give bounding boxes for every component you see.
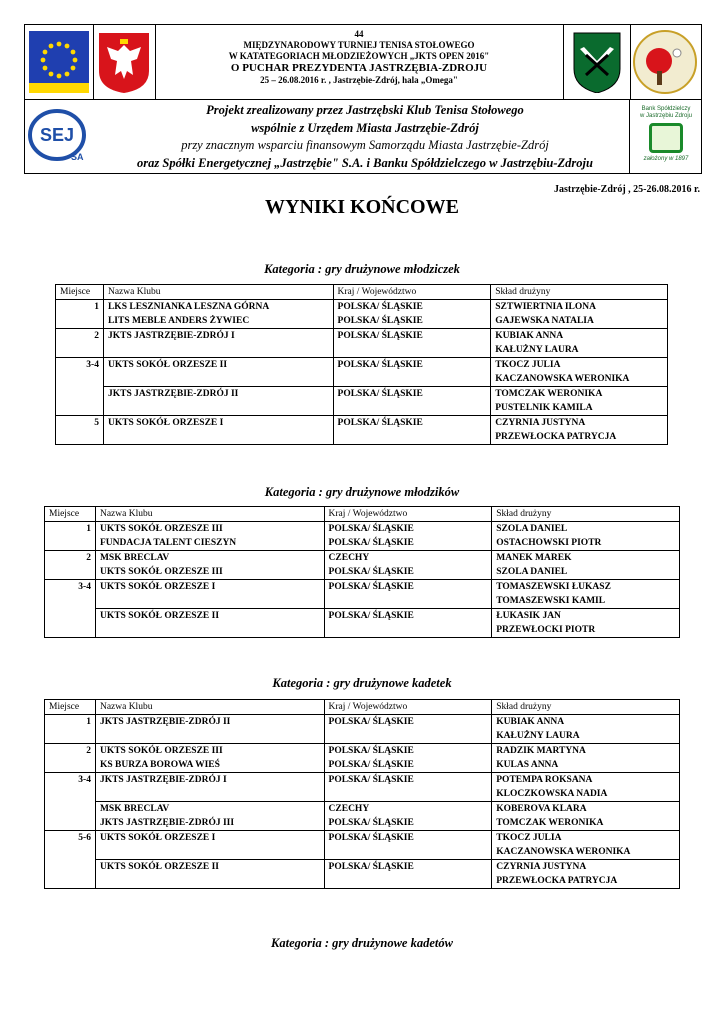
place-cell	[56, 430, 104, 445]
player-cell: KAŁUŻNY LAURA	[491, 343, 668, 358]
table-tennis-club-icon	[633, 29, 697, 95]
place-cell	[45, 787, 96, 802]
player-cell: PUSTELNIK KAMILA	[491, 401, 668, 416]
table-row	[45, 874, 680, 889]
country-cell	[333, 430, 491, 445]
place-cell	[45, 609, 96, 624]
country-cell: POLSKA/ ŚLĄSKIE	[333, 329, 491, 344]
place-cell	[45, 802, 96, 817]
table-header-row	[56, 285, 668, 300]
place-cell	[56, 401, 104, 416]
table-row	[45, 802, 680, 817]
eagle-logo-cell	[93, 25, 156, 99]
club-cell	[95, 729, 324, 744]
results-table-mlodziczek	[55, 284, 668, 445]
club-cell: UKTS SOKÓŁ ORZESZE I	[103, 416, 333, 431]
place-cell: 3-4	[56, 358, 104, 373]
table-row	[56, 300, 668, 315]
place-cell	[45, 729, 96, 744]
place-cell	[45, 758, 96, 773]
table-row	[56, 329, 668, 344]
club-cell: JKTS JASTRZĘBIE-ZDRÓJ I	[95, 773, 324, 788]
table-row	[45, 594, 680, 609]
country-cell: POLSKA/ ŚLĄSKIE	[324, 536, 492, 551]
club-cell	[95, 623, 324, 638]
col-header-team: Skład drużyny	[491, 285, 668, 300]
col-header-team: Skład drużyny	[492, 507, 680, 522]
place-cell	[45, 874, 96, 889]
title-line-3: O PUCHAR PREZYDENTA JASTRZĘBIA-ZDROJU	[230, 62, 488, 74]
club-cell: UKTS SOKÓŁ ORZESZE III	[95, 522, 324, 537]
table-row	[45, 787, 680, 802]
player-cell: PRZEWŁOCKA PATRYCJA	[491, 430, 668, 445]
club-cell	[103, 401, 333, 416]
category-title-kadetow: Kategoria : gry drużynowe kadetów	[271, 936, 453, 950]
table-row	[45, 758, 680, 773]
category-title-mlodziczek: Kategoria : gry drużynowe młodziczek	[264, 262, 460, 276]
place-cell: 1	[45, 522, 96, 537]
title-line-2: W KATATEGORIACH MŁODZIEŻOWYCH „JKTS OPEN 2016"	[228, 51, 490, 61]
col-header-club: Nazwa Klubu	[95, 507, 324, 522]
jkts-crest-icon	[572, 31, 622, 93]
place-cell: 1	[56, 300, 104, 315]
place-cell: 1	[45, 715, 96, 730]
country-cell	[324, 594, 492, 609]
table-row	[56, 416, 668, 431]
place-cell: 5-6	[45, 831, 96, 846]
table-header-row	[45, 700, 680, 715]
country-cell: CZECHY	[324, 551, 492, 566]
place-cell	[45, 845, 96, 860]
club-cell: UKTS SOKÓŁ ORZESZE III	[95, 744, 324, 759]
place-cell	[56, 314, 104, 329]
col-header-country: Kraj / Województwo	[324, 700, 492, 715]
player-cell: KOBEROVA KLARA	[492, 802, 680, 817]
player-cell: KULAS ANNA	[492, 758, 680, 773]
place-cell	[56, 343, 104, 358]
col-header-club: Nazwa Klubu	[103, 285, 333, 300]
club-cell: LITS MEBLE ANDERS ŻYWIEC	[103, 314, 333, 329]
col-header-place: Miejsce	[45, 700, 96, 715]
place-cell	[45, 565, 96, 580]
table-row	[45, 565, 680, 580]
document-header	[24, 24, 702, 174]
page-number: 44	[354, 29, 364, 39]
table-row	[45, 551, 680, 566]
player-cell: OSTACHOWSKI PIOTR	[492, 536, 680, 551]
country-cell: POLSKA/ ŚLĄSKIE	[333, 314, 491, 329]
table-row	[45, 744, 680, 759]
club-logo-cell	[629, 25, 701, 99]
table-row	[45, 715, 680, 730]
country-cell	[333, 372, 491, 387]
table-row	[56, 343, 668, 358]
title-line-1: MIĘDZYNARODOWY TURNIEJ TENISA STOŁOWEGO	[243, 40, 475, 50]
tournament-title	[223, 29, 495, 86]
player-cell: MANEK MAREK	[492, 551, 680, 566]
table-row	[45, 860, 680, 875]
club-cell: UKTS SOKÓŁ ORZESZE II	[95, 860, 324, 875]
table-row	[45, 623, 680, 638]
country-cell: POLSKA/ ŚLĄSKIE	[324, 609, 492, 624]
eu-logo-cell	[25, 25, 94, 99]
eu-flag-icon	[29, 31, 89, 93]
results-table-kadetek	[44, 699, 680, 889]
club-cell: JKTS JASTRZĘBIE-ZDRÓJ III	[95, 816, 324, 831]
club-cell	[95, 594, 324, 609]
project-line-3: przy znacznym wsparciu finansowym Samorządu Miasta Jastrzębie-Zdrój	[181, 138, 549, 152]
project-line-2: wspólnie z Urzędem Miasta Jastrzębie-Zdrój	[251, 120, 479, 135]
player-cell: TKOCZ JULIA	[492, 831, 680, 846]
page-title: WYNIKI KOŃCOWE	[265, 196, 459, 218]
player-cell: TKOCZ JULIA	[491, 358, 668, 373]
player-cell: KACZANOWSKA WERONIKA	[492, 845, 680, 860]
table-row	[45, 580, 680, 595]
table-row	[45, 816, 680, 831]
bank-logo-text-3: założony w 1897	[643, 156, 689, 162]
player-cell: KUBIAK ANNA	[492, 715, 680, 730]
place-and-date: Jastrzębie-Zdrój , 25-26.08.2016 r.	[554, 184, 700, 195]
place-cell	[45, 536, 96, 551]
player-cell: CZYRNIA JUSTYNA	[491, 416, 668, 431]
player-cell: KAŁUŻNY LAURA	[492, 729, 680, 744]
player-cell: TOMASZEWSKI ŁUKASZ	[492, 580, 680, 595]
table-row	[56, 358, 668, 373]
country-cell: CZECHY	[324, 802, 492, 817]
crest-logo-cell	[563, 25, 631, 99]
club-cell: KS BURZA BOROWA WIEŚ	[95, 758, 324, 773]
country-cell	[324, 874, 492, 889]
club-cell: JKTS JASTRZĘBIE-ZDRÓJ II	[103, 387, 333, 402]
country-cell: POLSKA/ ŚLĄSKIE	[324, 773, 492, 788]
club-cell: MSK BRECLAV	[95, 802, 324, 817]
player-cell: SZTWIERTNIA ILONA	[491, 300, 668, 315]
project-description	[95, 102, 635, 172]
club-cell: MSK BRECLAV	[95, 551, 324, 566]
country-cell	[324, 787, 492, 802]
player-cell: CZYRNIA JUSTYNA	[492, 860, 680, 875]
col-header-place: Miejsce	[56, 285, 104, 300]
table-header-row	[45, 507, 680, 522]
table-row	[56, 430, 668, 445]
table-row	[45, 729, 680, 744]
place-cell: 2	[45, 551, 96, 566]
country-cell	[324, 729, 492, 744]
club-cell: LKS LESZNIANKA LESZNA GÓRNA	[103, 300, 333, 315]
table-row	[56, 314, 668, 329]
club-cell: UKTS SOKÓŁ ORZESZE I	[95, 831, 324, 846]
country-cell	[324, 623, 492, 638]
col-header-country: Kraj / Województwo	[324, 507, 492, 522]
category-title-mlodzikow: Kategoria : gry drużynowe młodzików	[264, 485, 460, 499]
country-cell: POLSKA/ ŚLĄSKIE	[324, 715, 492, 730]
player-cell: SZOLA DANIEL	[492, 522, 680, 537]
player-cell: PRZEWŁOCKI PIOTR	[492, 623, 680, 638]
country-cell: POLSKA/ ŚLĄSKIE	[333, 387, 491, 402]
project-line-4: oraz Spółki Energetycznej „Jastrzębie" S.A. i Banku Spółdzielczego w Jastrzębiu-Zdroju	[137, 155, 593, 170]
place-cell: 3-4	[45, 580, 96, 595]
table-row	[45, 609, 680, 624]
player-cell: ŁUKASIK JAN	[492, 609, 680, 624]
col-header-team: Skład drużyny	[492, 700, 680, 715]
country-cell	[324, 845, 492, 860]
country-cell: POLSKA/ ŚLĄSKIE	[333, 416, 491, 431]
player-cell: KACZANOWSKA WERONIKA	[491, 372, 668, 387]
polish-eagle-icon	[97, 31, 151, 93]
svg-text:SEJ: SEJ	[39, 125, 75, 145]
place-cell	[45, 816, 96, 831]
table-row	[45, 831, 680, 846]
club-cell	[103, 372, 333, 387]
table-row	[45, 845, 680, 860]
bank-logo-cell	[629, 100, 702, 173]
country-cell: POLSKA/ ŚLĄSKIE	[324, 758, 492, 773]
col-header-place: Miejsce	[45, 507, 96, 522]
place-cell: 5	[56, 416, 104, 431]
country-cell	[333, 401, 491, 416]
country-cell: POLSKA/ ŚLĄSKIE	[333, 358, 491, 373]
place-cell	[56, 387, 104, 402]
table-row	[56, 401, 668, 416]
category-title-kadetek: Kategoria : gry drużynowe kadetek	[272, 676, 452, 690]
col-header-club: Nazwa Klubu	[95, 700, 324, 715]
country-cell	[333, 343, 491, 358]
table-row	[56, 372, 668, 387]
club-cell	[95, 845, 324, 860]
club-cell	[103, 430, 333, 445]
title-line-4: 25 – 26.08.2016 r. , Jastrzębie-Zdrój, hala „Omega"	[260, 75, 458, 85]
place-cell	[56, 372, 104, 387]
club-cell: UKTS SOKÓŁ ORZESZE I	[95, 580, 324, 595]
project-line-1: Projekt zrealizowany przez Jastrzębski Klub Tenisa Stołowego	[206, 103, 524, 117]
country-cell: POLSKA/ ŚLĄSKIE	[324, 816, 492, 831]
country-cell: POLSKA/ ŚLĄSKIE	[324, 744, 492, 759]
club-cell: UKTS SOKÓŁ ORZESZE II	[103, 358, 333, 373]
header-project-row	[25, 100, 701, 173]
player-cell: TOMASZEWSKI KAMIL	[492, 594, 680, 609]
place-cell	[45, 860, 96, 875]
sej-logo-icon	[27, 108, 87, 162]
table-row	[45, 522, 680, 537]
club-cell: JKTS JASTRZĘBIE-ZDRÓJ II	[95, 715, 324, 730]
player-cell: RADZIK MARTYNA	[492, 744, 680, 759]
table-row	[45, 536, 680, 551]
player-cell: PRZEWŁOCKA PATRYCJA	[492, 874, 680, 889]
player-cell: SZOLA DANIEL	[492, 565, 680, 580]
col-header-country: Kraj / Województwo	[333, 285, 491, 300]
bank-logo-icon	[636, 106, 696, 163]
country-cell: POLSKA/ ŚLĄSKIE	[324, 831, 492, 846]
country-cell: POLSKA/ ŚLĄSKIE	[324, 860, 492, 875]
club-cell: FUNDACJA TALENT CIESZYN	[95, 536, 324, 551]
club-cell: JKTS JASTRZĘBIE-ZDRÓJ I	[103, 329, 333, 344]
place-cell: 2	[45, 744, 96, 759]
player-cell: GAJEWSKA NATALIA	[491, 314, 668, 329]
club-cell: UKTS SOKÓŁ ORZESZE III	[95, 565, 324, 580]
country-cell: POLSKA/ ŚLĄSKIE	[324, 522, 492, 537]
country-cell: POLSKA/ ŚLĄSKIE	[324, 580, 492, 595]
table-row	[56, 387, 668, 402]
place-cell: 3-4	[45, 773, 96, 788]
sej-logo-text: SA	[71, 152, 84, 162]
player-cell: KUBIAK ANNA	[491, 329, 668, 344]
country-cell: POLSKA/ ŚLĄSKIE	[333, 300, 491, 315]
club-cell	[95, 874, 324, 889]
country-cell: POLSKA/ ŚLĄSKIE	[324, 565, 492, 580]
place-cell	[45, 623, 96, 638]
club-cell: UKTS SOKÓŁ ORZESZE II	[95, 609, 324, 624]
place-cell: 2	[56, 329, 104, 344]
club-cell	[103, 343, 333, 358]
club-cell	[95, 787, 324, 802]
player-cell: TOMCZAK WERONIKA	[492, 816, 680, 831]
table-row	[45, 773, 680, 788]
place-cell	[45, 594, 96, 609]
bank-logo-text-2: w Jastrzębiu Zdroju	[639, 113, 693, 119]
player-cell: TOMCZAK WERONIKA	[491, 387, 668, 402]
header-top-row	[25, 25, 701, 100]
results-table-mlodzikow	[44, 506, 680, 638]
player-cell: POTEMPA ROKSANA	[492, 773, 680, 788]
player-cell: KLOCZKOWSKA NADIA	[492, 787, 680, 802]
bank-logo-text-1: Bank Spółdzielczy	[641, 106, 691, 112]
